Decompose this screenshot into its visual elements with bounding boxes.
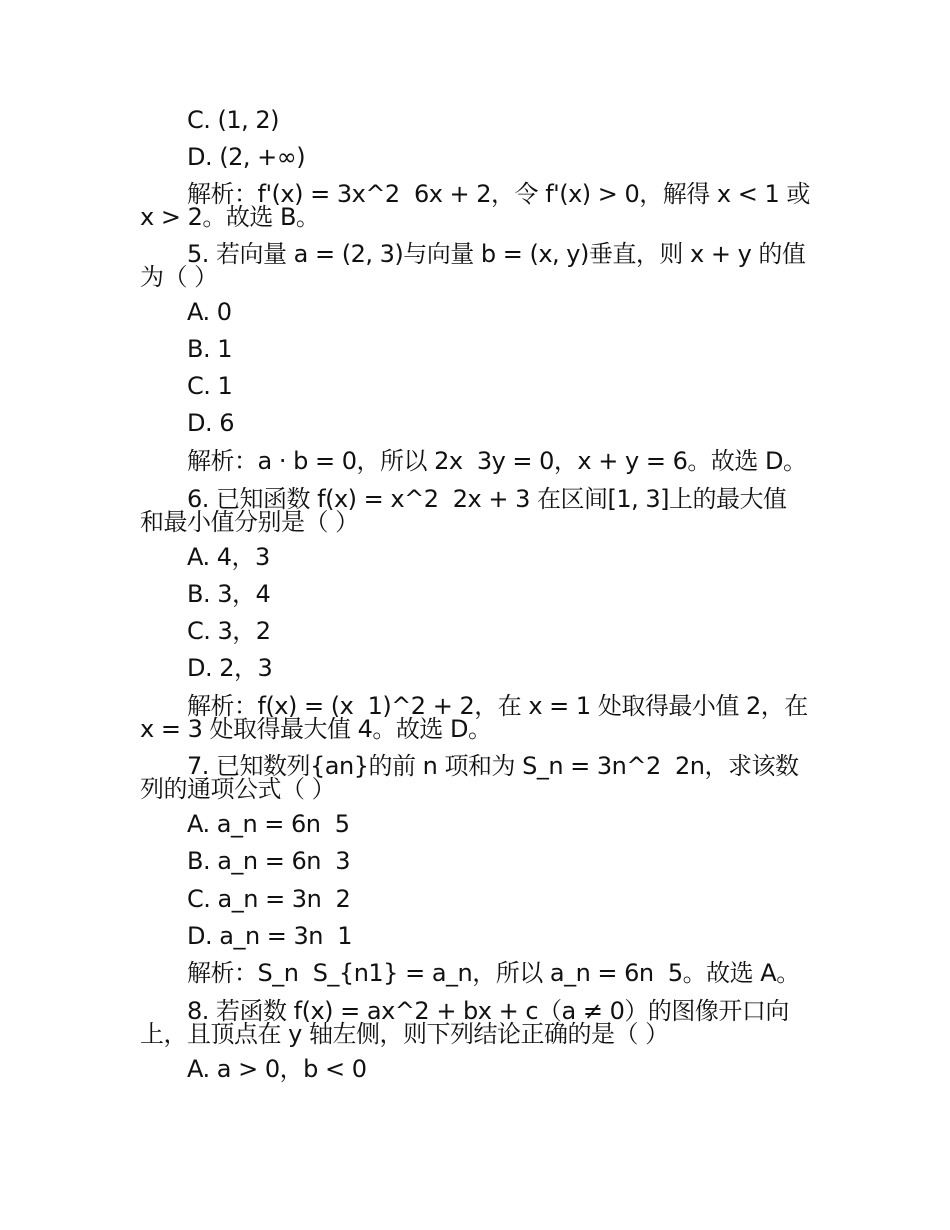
- question-8: 8. 若函数 f(x) = ax^2 + bx + c（a ≠ 0）的图像开口向: [187, 997, 789, 1025]
- option-d-q6: D. 2，3: [187, 654, 273, 682]
- option-c-q6: C. 3，2: [187, 617, 271, 645]
- option-d-q5: D. 6: [187, 409, 235, 437]
- option-b-q7: B. a_n = 6n 3: [187, 847, 351, 875]
- analysis-q5: 解析：a · b = 0，所以 2x 3y = 0，x + y = 6。故选 D。: [187, 447, 807, 475]
- question-8-continued: 上，且顶点在 y 轴左侧，则下列结论正确的是（ ）: [140, 1020, 669, 1048]
- option-a-q8: A. a > 0，b < 0: [187, 1055, 367, 1083]
- analysis-q6: 解析：f(x) = (x 1)^2 + 2，在 x = 1 处取得最小值 2，在: [187, 692, 808, 720]
- option-b-q5: B. 1: [187, 335, 232, 363]
- analysis-q7: 解析：S_n S_{n1} = a_n，所以 a_n = 6n 5。故选 A。: [187, 959, 800, 987]
- analysis-q6-continued: x = 3 处取得最大值 4。故选 D。: [140, 715, 492, 743]
- option-c-q4: C. (1, 2): [187, 106, 280, 134]
- option-a-q5: A. 0: [187, 298, 232, 326]
- question-5-continued: 为（ ）: [140, 263, 218, 291]
- question-7: 7. 已知数列{an}的前 n 项和为 S_n = 3n^2 2n，求该数: [187, 752, 799, 780]
- analysis-q4-continued: x > 2。故选 B。: [140, 203, 320, 231]
- option-b-q6: B. 3，4: [187, 580, 271, 608]
- question-6-continued: 和最小值分别是（ ）: [140, 508, 359, 536]
- option-a-q7: A. a_n = 6n 5: [187, 810, 350, 838]
- question-6: 6. 已知函数 f(x) = x^2 2x + 3 在区间[1, 3]上的最大值: [187, 485, 787, 513]
- option-d-q4: D. (2, +∞): [187, 143, 306, 171]
- option-c-q5: C. 1: [187, 372, 233, 400]
- question-7-continued: 列的通项公式（ ）: [140, 775, 336, 803]
- option-d-q7: D. a_n = 3n 1: [187, 922, 353, 950]
- option-a-q6: A. 4，3: [187, 543, 270, 571]
- option-c-q7: C. a_n = 3n 2: [187, 885, 351, 913]
- question-5: 5. 若向量 a = (2, 3)与向量 b = (x, y)垂直，则 x + y 的值: [187, 240, 806, 268]
- analysis-q4: 解析：f'(x) = 3x^2 6x + 2，令 f'(x) > 0，解得 x < 1 或: [187, 180, 810, 208]
